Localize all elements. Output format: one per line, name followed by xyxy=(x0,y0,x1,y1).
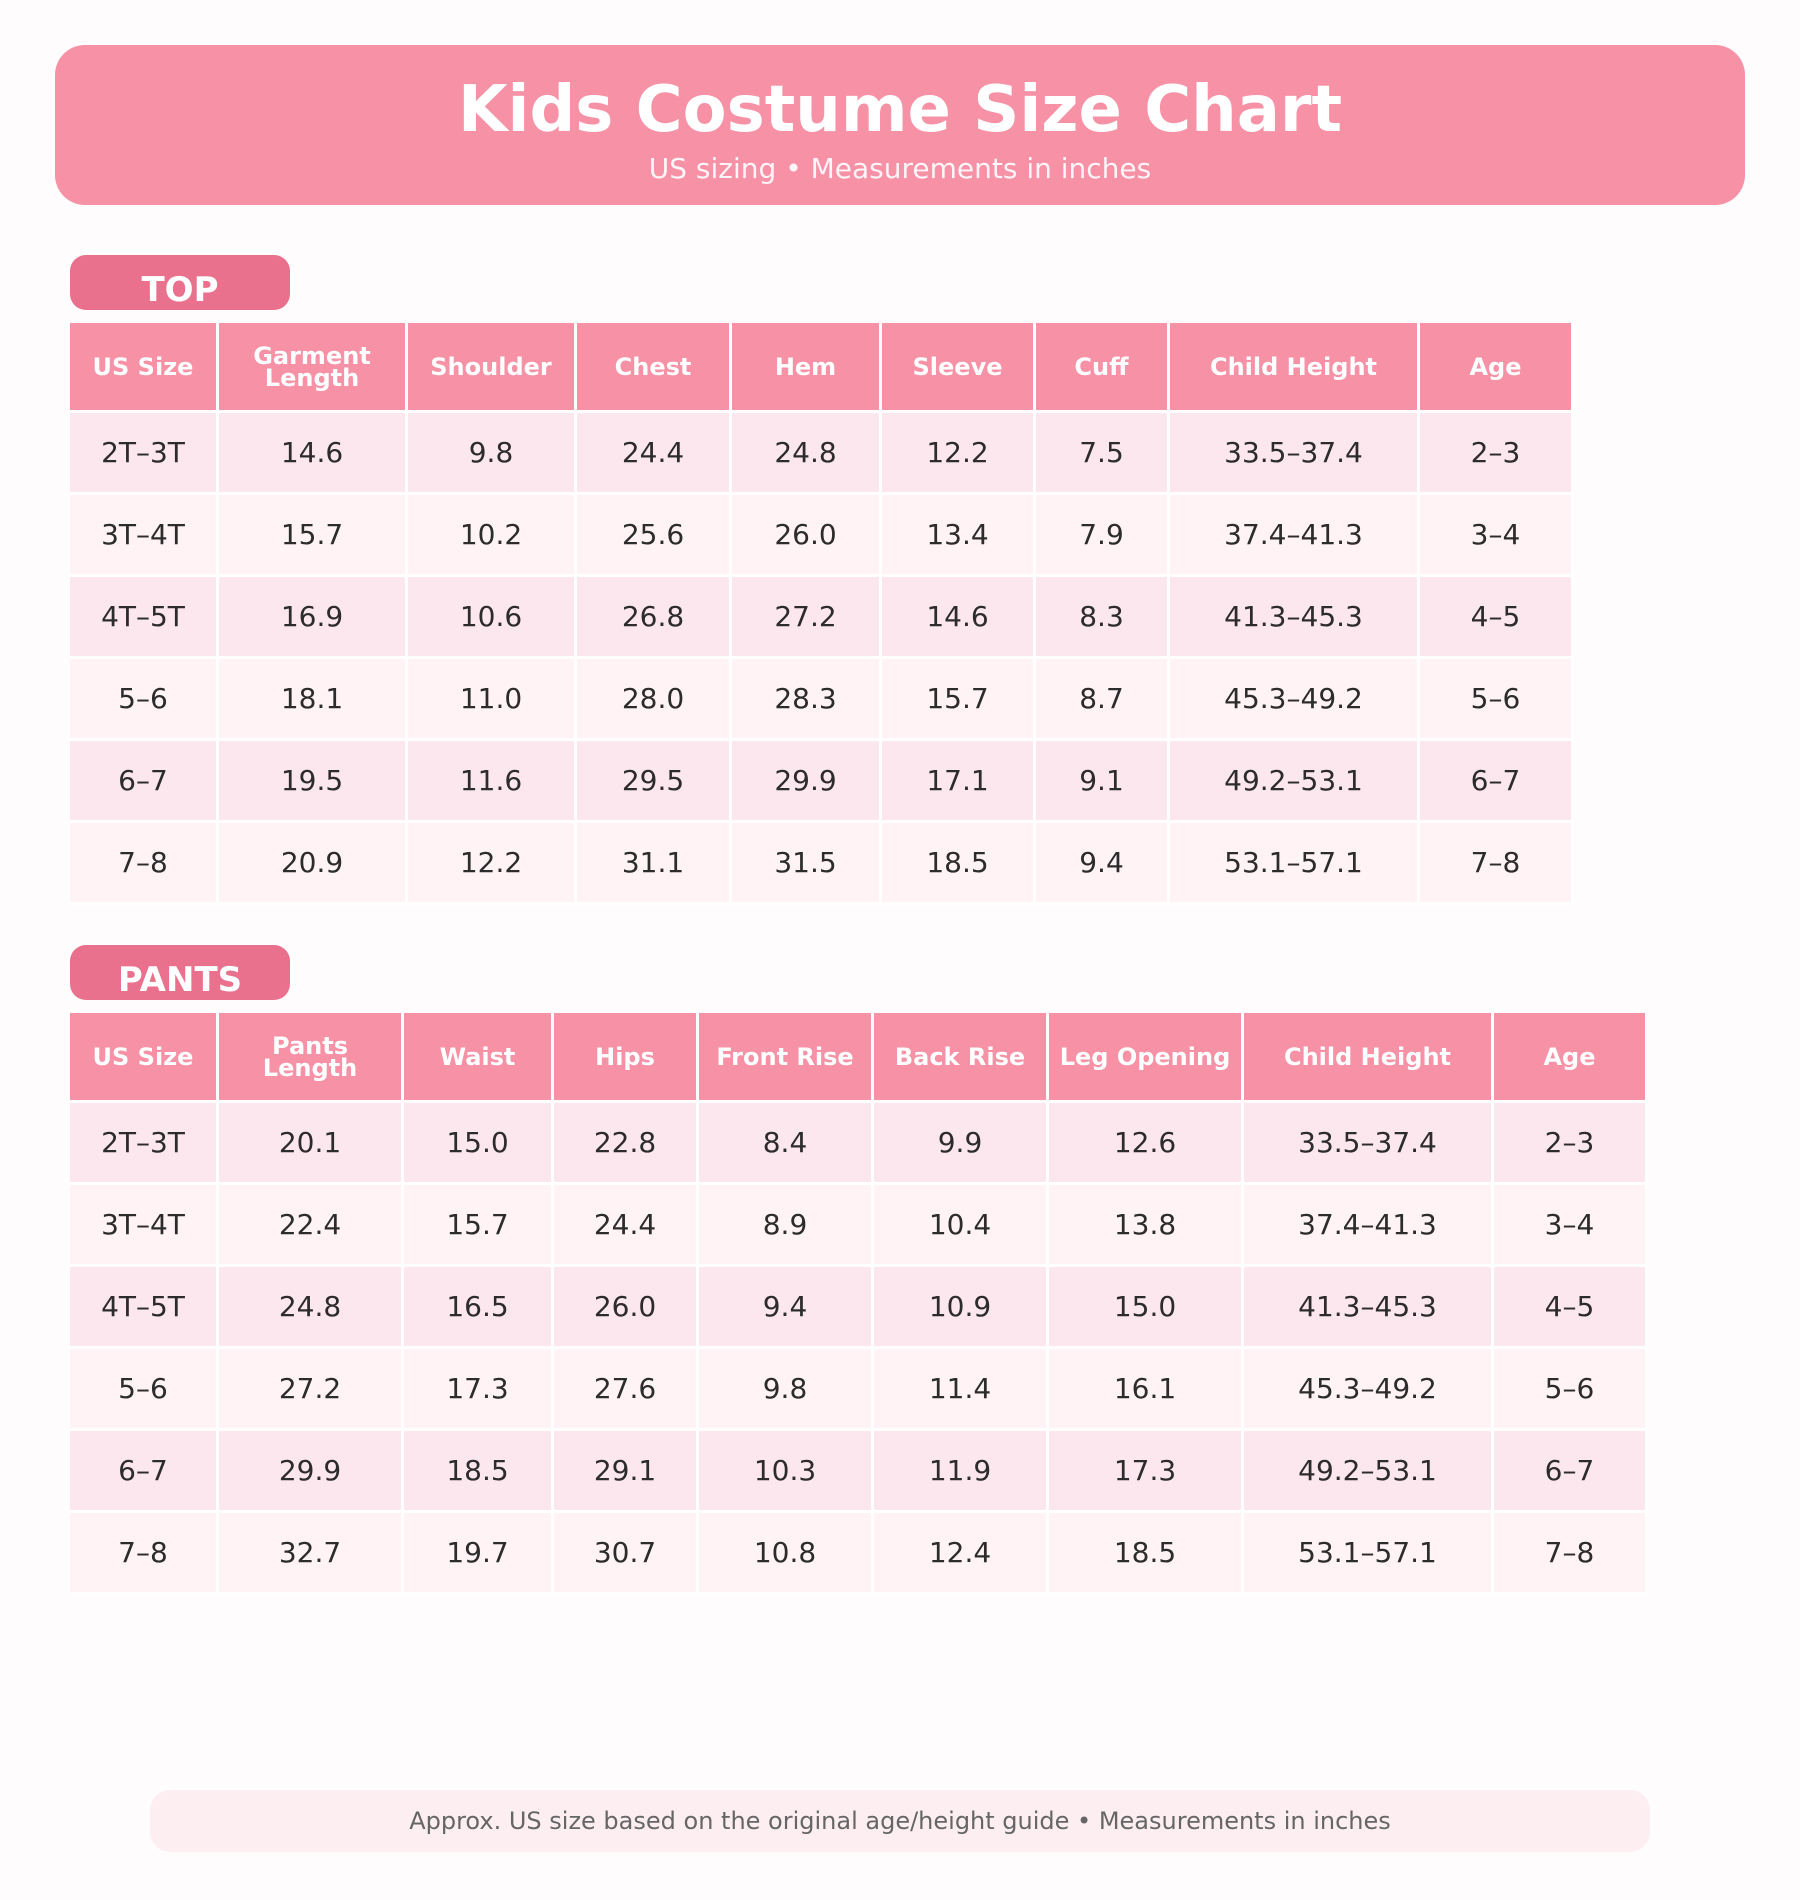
cell-age: 6–7 xyxy=(1420,741,1574,823)
cell-sleeve: 18.5 xyxy=(882,823,1036,905)
column-header-pants-length: Pants Length xyxy=(219,1013,404,1103)
cell-child-height: 33.5–37.4 xyxy=(1170,413,1420,495)
cell-hips: 22.8 xyxy=(554,1103,699,1185)
cell-chest: 26.8 xyxy=(577,577,732,659)
cell-age: 5–6 xyxy=(1420,659,1574,741)
cell-leg-opening: 16.1 xyxy=(1049,1349,1244,1431)
cell-child-height: 33.5–37.4 xyxy=(1244,1103,1494,1185)
column-header-shoulder: Shoulder xyxy=(408,323,577,413)
cell-leg-opening: 17.3 xyxy=(1049,1431,1244,1513)
column-header-cuff: Cuff xyxy=(1036,323,1170,413)
column-header-sleeve: Sleeve xyxy=(882,323,1036,413)
cell-hem: 28.3 xyxy=(732,659,882,741)
cell-us-size: 3T–4T xyxy=(70,495,219,577)
cell-cuff: 9.4 xyxy=(1036,823,1170,905)
cell-pants-length: 27.2 xyxy=(219,1349,404,1431)
cell-child-height: 53.1–57.1 xyxy=(1170,823,1420,905)
cell-us-size: 4T–5T xyxy=(70,577,219,659)
cell-age: 7–8 xyxy=(1494,1513,1648,1595)
column-header-waist: Waist xyxy=(404,1013,554,1103)
cell-leg-opening: 18.5 xyxy=(1049,1513,1244,1595)
cell-pants-length: 29.9 xyxy=(219,1431,404,1513)
table-row xyxy=(70,1185,1648,1267)
footer-note: Approx. US size based on the original age/height guide • Measurements in inches xyxy=(150,1790,1650,1852)
cell-sleeve: 14.6 xyxy=(882,577,1036,659)
cell-pants-length: 20.1 xyxy=(219,1103,404,1185)
cell-sleeve: 17.1 xyxy=(882,741,1036,823)
column-header-child-height: Child Height xyxy=(1244,1013,1494,1103)
cell-waist: 17.3 xyxy=(404,1349,554,1431)
cell-child-height: 45.3–49.2 xyxy=(1244,1349,1494,1431)
table-row xyxy=(70,659,1574,741)
cell-front-rise: 10.8 xyxy=(699,1513,874,1595)
cell-front-rise: 8.4 xyxy=(699,1103,874,1185)
cell-front-rise: 9.8 xyxy=(699,1349,874,1431)
cell-us-size: 2T–3T xyxy=(70,413,219,495)
column-header-us-size: US Size xyxy=(70,323,219,413)
cell-age: 4–5 xyxy=(1420,577,1574,659)
table-row xyxy=(70,495,1574,577)
cell-front-rise: 8.9 xyxy=(699,1185,874,1267)
cell-back-rise: 10.9 xyxy=(874,1267,1049,1349)
table-row xyxy=(70,413,1574,495)
table-header-row xyxy=(70,1013,1648,1103)
cell-us-size: 6–7 xyxy=(70,741,219,823)
cell-hips: 29.1 xyxy=(554,1431,699,1513)
cell-hips: 24.4 xyxy=(554,1185,699,1267)
cell-cuff: 8.7 xyxy=(1036,659,1170,741)
cell-us-size: 5–6 xyxy=(70,1349,219,1431)
cell-chest: 31.1 xyxy=(577,823,732,905)
cell-us-size: 6–7 xyxy=(70,1431,219,1513)
cell-us-size: 4T–5T xyxy=(70,1267,219,1349)
table-row xyxy=(70,1431,1648,1513)
table-row xyxy=(70,1349,1648,1431)
table-row xyxy=(70,823,1574,905)
cell-us-size: 7–8 xyxy=(70,823,219,905)
cell-age: 3–4 xyxy=(1494,1185,1648,1267)
table-row xyxy=(70,1513,1648,1595)
cell-cuff: 7.5 xyxy=(1036,413,1170,495)
cell-cuff: 8.3 xyxy=(1036,577,1170,659)
section-label-top: TOP xyxy=(70,255,290,310)
column-header-child-height: Child Height xyxy=(1170,323,1420,413)
cell-chest: 28.0 xyxy=(577,659,732,741)
page-subtitle: US sizing • Measurements in inches xyxy=(648,152,1152,185)
cell-us-size: 3T–4T xyxy=(70,1185,219,1267)
cell-back-rise: 12.4 xyxy=(874,1513,1049,1595)
cell-shoulder: 10.2 xyxy=(408,495,577,577)
column-header-hem: Hem xyxy=(732,323,882,413)
cell-back-rise: 11.4 xyxy=(874,1349,1049,1431)
column-header-front-rise: Front Rise xyxy=(699,1013,874,1103)
page-title: Kids Costume Size Chart xyxy=(457,73,1343,147)
cell-garment-length: 15.7 xyxy=(219,495,408,577)
cell-garment-length: 16.9 xyxy=(219,577,408,659)
column-header-hips: Hips xyxy=(554,1013,699,1103)
cell-age: 2–3 xyxy=(1420,413,1574,495)
cell-back-rise: 9.9 xyxy=(874,1103,1049,1185)
cell-waist: 18.5 xyxy=(404,1431,554,1513)
column-header-age: Age xyxy=(1420,323,1574,413)
column-header-chest: Chest xyxy=(577,323,732,413)
cell-hips: 26.0 xyxy=(554,1267,699,1349)
cell-hem: 29.9 xyxy=(732,741,882,823)
cell-leg-opening: 15.0 xyxy=(1049,1267,1244,1349)
cell-child-height: 53.1–57.1 xyxy=(1244,1513,1494,1595)
cell-cuff: 7.9 xyxy=(1036,495,1170,577)
column-header-age: Age xyxy=(1494,1013,1648,1103)
cell-leg-opening: 12.6 xyxy=(1049,1103,1244,1185)
cell-back-rise: 10.4 xyxy=(874,1185,1049,1267)
pants-size-table xyxy=(70,1013,1648,1595)
cell-child-height: 41.3–45.3 xyxy=(1244,1267,1494,1349)
cell-waist: 16.5 xyxy=(404,1267,554,1349)
cell-shoulder: 11.0 xyxy=(408,659,577,741)
cell-pants-length: 32.7 xyxy=(219,1513,404,1595)
cell-hem: 31.5 xyxy=(732,823,882,905)
cell-garment-length: 20.9 xyxy=(219,823,408,905)
cell-us-size: 2T–3T xyxy=(70,1103,219,1185)
cell-front-rise: 9.4 xyxy=(699,1267,874,1349)
cell-child-height: 41.3–45.3 xyxy=(1170,577,1420,659)
column-header-us-size: US Size xyxy=(70,1013,219,1103)
cell-chest: 24.4 xyxy=(577,413,732,495)
cell-us-size: 7–8 xyxy=(70,1513,219,1595)
table-row xyxy=(70,1103,1648,1185)
cell-waist: 19.7 xyxy=(404,1513,554,1595)
table-row xyxy=(70,1267,1648,1349)
cell-age: 7–8 xyxy=(1420,823,1574,905)
column-header-back-rise: Back Rise xyxy=(874,1013,1049,1103)
cell-child-height: 49.2–53.1 xyxy=(1170,741,1420,823)
cell-chest: 25.6 xyxy=(577,495,732,577)
column-header-leg-opening: Leg Opening xyxy=(1049,1013,1244,1103)
cell-hem: 24.8 xyxy=(732,413,882,495)
cell-cuff: 9.1 xyxy=(1036,741,1170,823)
cell-shoulder: 12.2 xyxy=(408,823,577,905)
cell-age: 3–4 xyxy=(1420,495,1574,577)
cell-child-height: 45.3–49.2 xyxy=(1170,659,1420,741)
cell-us-size: 5–6 xyxy=(70,659,219,741)
table-row xyxy=(70,577,1574,659)
cell-child-height: 37.4–41.3 xyxy=(1170,495,1420,577)
header-banner xyxy=(55,45,1745,205)
cell-garment-length: 14.6 xyxy=(219,413,408,495)
cell-hem: 27.2 xyxy=(732,577,882,659)
cell-hips: 27.6 xyxy=(554,1349,699,1431)
top-size-table xyxy=(70,323,1574,905)
cell-shoulder: 10.6 xyxy=(408,577,577,659)
section-label-pants: PANTS xyxy=(70,945,290,1000)
cell-waist: 15.0 xyxy=(404,1103,554,1185)
cell-age: 5–6 xyxy=(1494,1349,1648,1431)
cell-shoulder: 9.8 xyxy=(408,413,577,495)
cell-waist: 15.7 xyxy=(404,1185,554,1267)
cell-child-height: 37.4–41.3 xyxy=(1244,1185,1494,1267)
cell-age: 2–3 xyxy=(1494,1103,1648,1185)
cell-garment-length: 19.5 xyxy=(219,741,408,823)
table-header-row xyxy=(70,323,1574,413)
cell-shoulder: 11.6 xyxy=(408,741,577,823)
cell-pants-length: 22.4 xyxy=(219,1185,404,1267)
cell-hem: 26.0 xyxy=(732,495,882,577)
cell-garment-length: 18.1 xyxy=(219,659,408,741)
table-row xyxy=(70,741,1574,823)
cell-age: 6–7 xyxy=(1494,1431,1648,1513)
cell-sleeve: 15.7 xyxy=(882,659,1036,741)
cell-age: 4–5 xyxy=(1494,1267,1648,1349)
cell-leg-opening: 13.8 xyxy=(1049,1185,1244,1267)
cell-pants-length: 24.8 xyxy=(219,1267,404,1349)
cell-sleeve: 12.2 xyxy=(882,413,1036,495)
cell-back-rise: 11.9 xyxy=(874,1431,1049,1513)
cell-child-height: 49.2–53.1 xyxy=(1244,1431,1494,1513)
cell-chest: 29.5 xyxy=(577,741,732,823)
cell-front-rise: 10.3 xyxy=(699,1431,874,1513)
cell-sleeve: 13.4 xyxy=(882,495,1036,577)
column-header-garment-length: Garment Length xyxy=(219,323,408,413)
cell-hips: 30.7 xyxy=(554,1513,699,1595)
